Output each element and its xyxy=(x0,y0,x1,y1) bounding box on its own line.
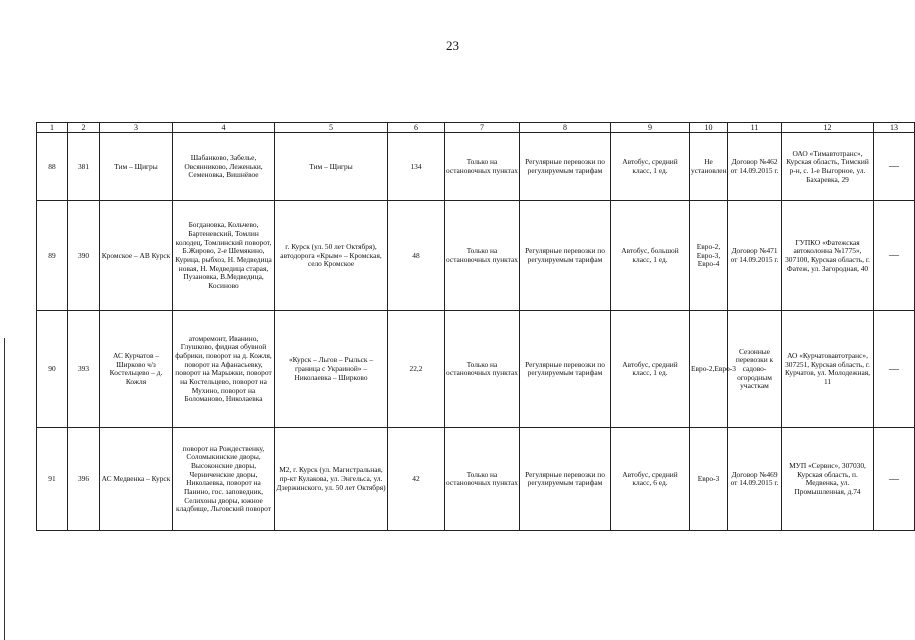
transport-type: Регулярные перевозки по регулируемым тарифам xyxy=(520,201,611,311)
route-length: 42 xyxy=(388,428,445,531)
page-number: 23 xyxy=(446,38,459,53)
route-name: Тим – Щигры xyxy=(100,133,173,201)
route-number: 396 xyxy=(68,428,100,531)
eco-class: Евро-2,Евро-3 xyxy=(690,311,728,428)
route-streets: М2, г. Курск (ул. Магистральная, пр-кт Кулакова, ул. Энгельса, ул. Дзержинского, ул. 50 лет Октября) xyxy=(275,428,388,531)
table-row xyxy=(37,428,915,531)
col-header-2: 2 xyxy=(68,123,100,133)
route-length: 22,2 xyxy=(388,311,445,428)
route-streets: «Курск – Льгов – Рыльск – граница с Украиной» – Николаевка – Ширково xyxy=(275,311,388,428)
route-streets: г. Курск (ул. 50 лет Октября), автодорога «Крым» – Кромская, село Кромское xyxy=(275,201,388,311)
route-number: 393 xyxy=(68,311,100,428)
carrier-info: АО «Курчатовавтотранс», 307251, Курская область, г. Курчатов, ул. Молодежная, 11 xyxy=(782,311,874,428)
carrier-info: ОАО «Тимавтотранс», Курская область, Тимский р-н, с. 1-е Выгорное, ул. Бахаревка, 29 xyxy=(782,133,874,201)
route-streets: Тим – Щигры xyxy=(275,133,388,201)
route-number: 381 xyxy=(68,133,100,201)
row-number: 89 xyxy=(37,201,68,311)
boarding-procedure: Только на остановочных пунктах xyxy=(445,133,520,201)
note: — xyxy=(874,201,915,311)
vehicle-info: Автобус, большой класс, 1 ед. xyxy=(611,201,690,311)
col-header-1: 1 xyxy=(37,123,68,133)
eco-class: Не установлен xyxy=(690,133,728,201)
boarding-procedure: Только на остановочных пунктах xyxy=(445,428,520,531)
col-header-6: 6 xyxy=(388,123,445,133)
col-header-8: 8 xyxy=(520,123,611,133)
vehicle-info: Автобус, средний класс, 1 ед. xyxy=(611,133,690,201)
margin-rule xyxy=(4,338,5,640)
row-number: 90 xyxy=(37,311,68,428)
table-row xyxy=(37,133,915,201)
boarding-procedure: Только на остановочных пунктах xyxy=(445,201,520,311)
eco-class: Евро-2, Евро-3, Евро-4 xyxy=(690,201,728,311)
transport-type: Регулярные перевозки по регулируемым тарифам xyxy=(520,428,611,531)
header-row xyxy=(37,123,915,133)
col-header-13: 13 xyxy=(874,123,915,133)
col-header-4: 4 xyxy=(173,123,275,133)
route-length: 134 xyxy=(388,133,445,201)
col-header-12: 12 xyxy=(782,123,874,133)
transport-type: Регулярные перевозки по регулируемым тарифам xyxy=(520,311,611,428)
contract-info: Сезонные перевозки к садово-огородным участкам xyxy=(728,311,782,428)
note: — xyxy=(874,428,915,531)
vehicle-info: Автобус, средний класс, 1 ед. xyxy=(611,311,690,428)
col-header-5: 5 xyxy=(275,123,388,133)
row-number: 88 xyxy=(37,133,68,201)
row-number: 91 xyxy=(37,428,68,531)
route-number: 390 xyxy=(68,201,100,311)
vehicle-info: Автобус, средний класс, 6 ед. xyxy=(611,428,690,531)
intermediate-stops: атомремонт, Иванино, Глушково, фидная обувной фабрики, поворот на д. Кожля, поворот на Афанасьевку, поворот на Марыжки, поворот на Костельцево, поворот на Мухино, поворот на Боломаново, Николаевка xyxy=(173,311,275,428)
col-header-3: 3 xyxy=(100,123,173,133)
carrier-info: МУП «Сервис», 307030, Курская область, п. Медвенка, ул. Промышленная, д.74 xyxy=(782,428,874,531)
route-name: Кромское – АВ Курск xyxy=(100,201,173,311)
route-length: 48 xyxy=(388,201,445,311)
contract-info: Договор №462 от 14.09.2015 г. xyxy=(728,133,782,201)
col-header-9: 9 xyxy=(611,123,690,133)
intermediate-stops: Богдановка, Кольчево, Бартеневский, Томлин колодец, Томлинский поворот, Б.Жирово, 2-е Шемякино, Курица, рыбхоз, Н. Медведица новая, Н. Медведица старая, Пузановка, В.Медведица, Косиново xyxy=(173,201,275,311)
col-header-11: 11 xyxy=(728,123,782,133)
table-row xyxy=(37,201,915,311)
intermediate-stops: поворот на Рождественку, Соломыкинские дворы, Высоконские дворы, Черниченские дворы, Николаевка, поворот на Панино, гос. заповедник, Селихоны дворы, южное кладбище, Льговский поворот xyxy=(173,428,275,531)
note: — xyxy=(874,133,915,201)
contract-info: Договор №471 от 14.09.2015 г. xyxy=(728,201,782,311)
routes-table xyxy=(36,122,915,531)
col-header-7: 7 xyxy=(445,123,520,133)
table-row xyxy=(37,311,915,428)
carrier-info: ГУПКО «Фатежская автоколонна №1775», 307100, Курская область, г. Фатеж, ул. Загородная, 40 xyxy=(782,201,874,311)
transport-type: Регулярные перевозки по регулируемым тарифам xyxy=(520,133,611,201)
boarding-procedure: Только на остановочных пунктах xyxy=(445,311,520,428)
route-name: АС Курчатов – Ширково ч/з Костельцево – д. Кожля xyxy=(100,311,173,428)
eco-class: Евро-3 xyxy=(690,428,728,531)
contract-info: Договор №469 от 14.09.2015 г. xyxy=(728,428,782,531)
route-name: АС Медвенка – Курск xyxy=(100,428,173,531)
col-header-10: 10 xyxy=(690,123,728,133)
intermediate-stops: Шабанково, Забелье, Овсянниково, Леженьки, Семеновка, Вишнёвое xyxy=(173,133,275,201)
note: — xyxy=(874,311,915,428)
